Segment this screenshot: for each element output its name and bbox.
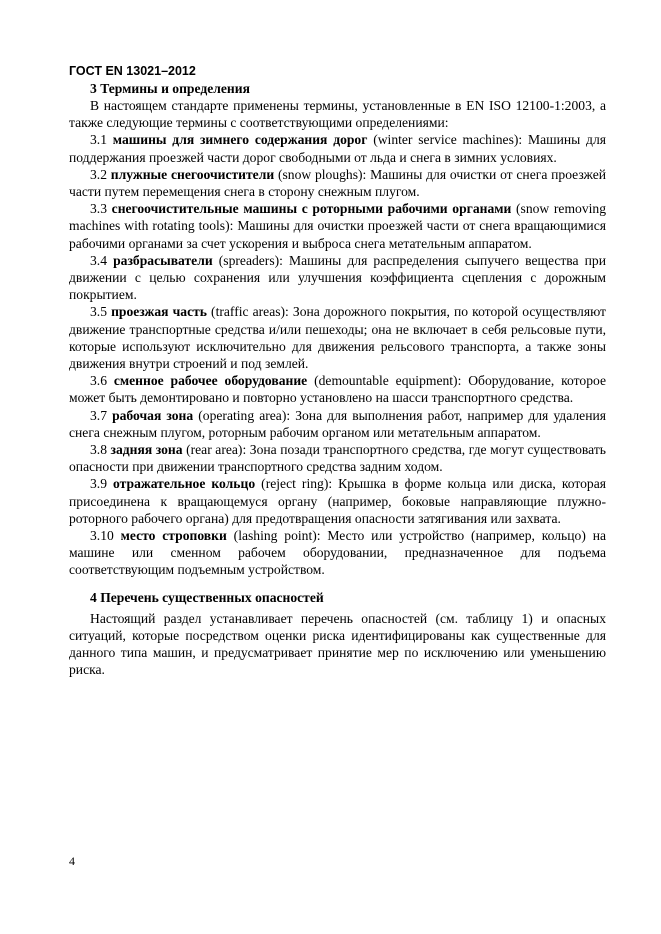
term-number: 3.8	[90, 442, 111, 458]
term-description: (spreaders): Машины для распределения сыпучего вещества при движении с целью сохранения или улучшения коэффициента сцепления с дорожным покрытием.	[69, 252, 607, 303]
term-name: снегоочистительные машины с роторными рабочими органами	[111, 201, 512, 217]
term-definition	[69, 372, 606, 406]
document-page	[69, 62, 606, 679]
section-3-intro: В настоящем стандарте применены термины, установленные в EN ISO 12100-1:2003, а также следующие термины с соответствующими определениями:	[69, 98, 606, 131]
term-number: 3.7	[90, 407, 113, 423]
term-description: (snow ploughs): Машины для очистки от снега проезжей части путем перемещения снега в сторону снежным плугом.	[69, 166, 607, 200]
term-description: (winter service machines): Машины для поддержания проезжей части дорог свободными от льда и снега в зимних условиях.	[69, 132, 606, 165]
term-name: проезжая часть	[111, 304, 207, 320]
term-number: 3.3	[90, 201, 112, 217]
section-4-text: Настоящий раздел устанавливает перечень опасностей (см. таблицу 1) и опасных ситуаций, которые посредством оценки риска идентифицированы как существенные для данного типа машин, и предусматривает принятие мер по исключению или уменьшению риска.	[69, 610, 606, 678]
term-description: (reject ring): Крышка в форме кольца или диска, которая присоединена к вращающемуся органу (например, боковые направляющие плужно-роторного рабочего органа) для предотвращения опасности затягивания или захвата.	[69, 476, 606, 526]
term-name: разбрасыватели	[113, 252, 213, 268]
term-definition	[69, 303, 606, 372]
term-definition	[69, 166, 606, 200]
section-4-title: 4 Перечень существенных опасностей	[90, 589, 324, 605]
term-definition	[69, 252, 606, 304]
term-description: (demountable equipment): Оборудование, которое может быть демонтировано и повторно установлено на шасси транспортного средства.	[69, 373, 606, 406]
terms-list	[69, 131, 606, 578]
term-name: рабочая зона	[112, 407, 194, 423]
term-number: 3.2	[90, 166, 111, 182]
term-description: (lashing point): Место или устройство (например, кольцо) на машине или сменном рабочем оборудовании, предназначенное для подъема соответствующим подъемным устройством.	[69, 528, 607, 578]
document-header: ГОСТ EN 13021–2012	[69, 64, 196, 78]
term-definition	[69, 200, 606, 252]
term-name: плужные снегоочистители	[110, 166, 275, 182]
term-name: сменное рабочее оборудование	[113, 373, 308, 389]
term-description: (rear area): Зона позади транспортного средства, где могут существовать опасности при движении транспортного средства задним ходом.	[69, 442, 606, 475]
page-number: 4	[69, 854, 75, 868]
term-definition	[69, 441, 606, 475]
term-number: 3.5	[90, 304, 112, 320]
term-number: 3.9	[90, 476, 114, 492]
term-number: 3.1	[90, 132, 113, 148]
term-definition	[69, 527, 606, 579]
term-name: отражательное кольцо	[113, 476, 256, 492]
term-name: место строповки	[120, 528, 227, 544]
term-description: (operating area): Зона для выполнения работ, например для удаления снега снежным плугом, роторным рабочим органом или метательным аппаратом.	[69, 407, 606, 440]
term-definition	[69, 475, 606, 527]
term-number: 3.10	[90, 528, 121, 544]
term-name: машины для зимнего содержания дорог	[112, 132, 368, 148]
term-description: (snow removing machines with rotating tools): Машины для очистки проезжей части от снега вращающимися рабочими органами за счет ускорения и выброса снега метательным аппаратом.	[69, 201, 607, 251]
term-name: задняя зона	[110, 442, 183, 458]
term-number: 3.6	[90, 373, 114, 389]
term-number: 3.4	[90, 252, 114, 268]
term-definition	[69, 407, 606, 441]
term-description: (traffic areas): Зона дорожного покрытия, по которой осуществляют движение транспортные средства и/или пешеходы; она не включает в себя рельсовые пути, которые используют исключительно для движения рельсового транспорта, а также зоны движения внутри строений и под землей.	[69, 304, 606, 372]
section-3-title: 3 Термины и определения	[90, 81, 250, 96]
term-definition	[69, 131, 606, 165]
